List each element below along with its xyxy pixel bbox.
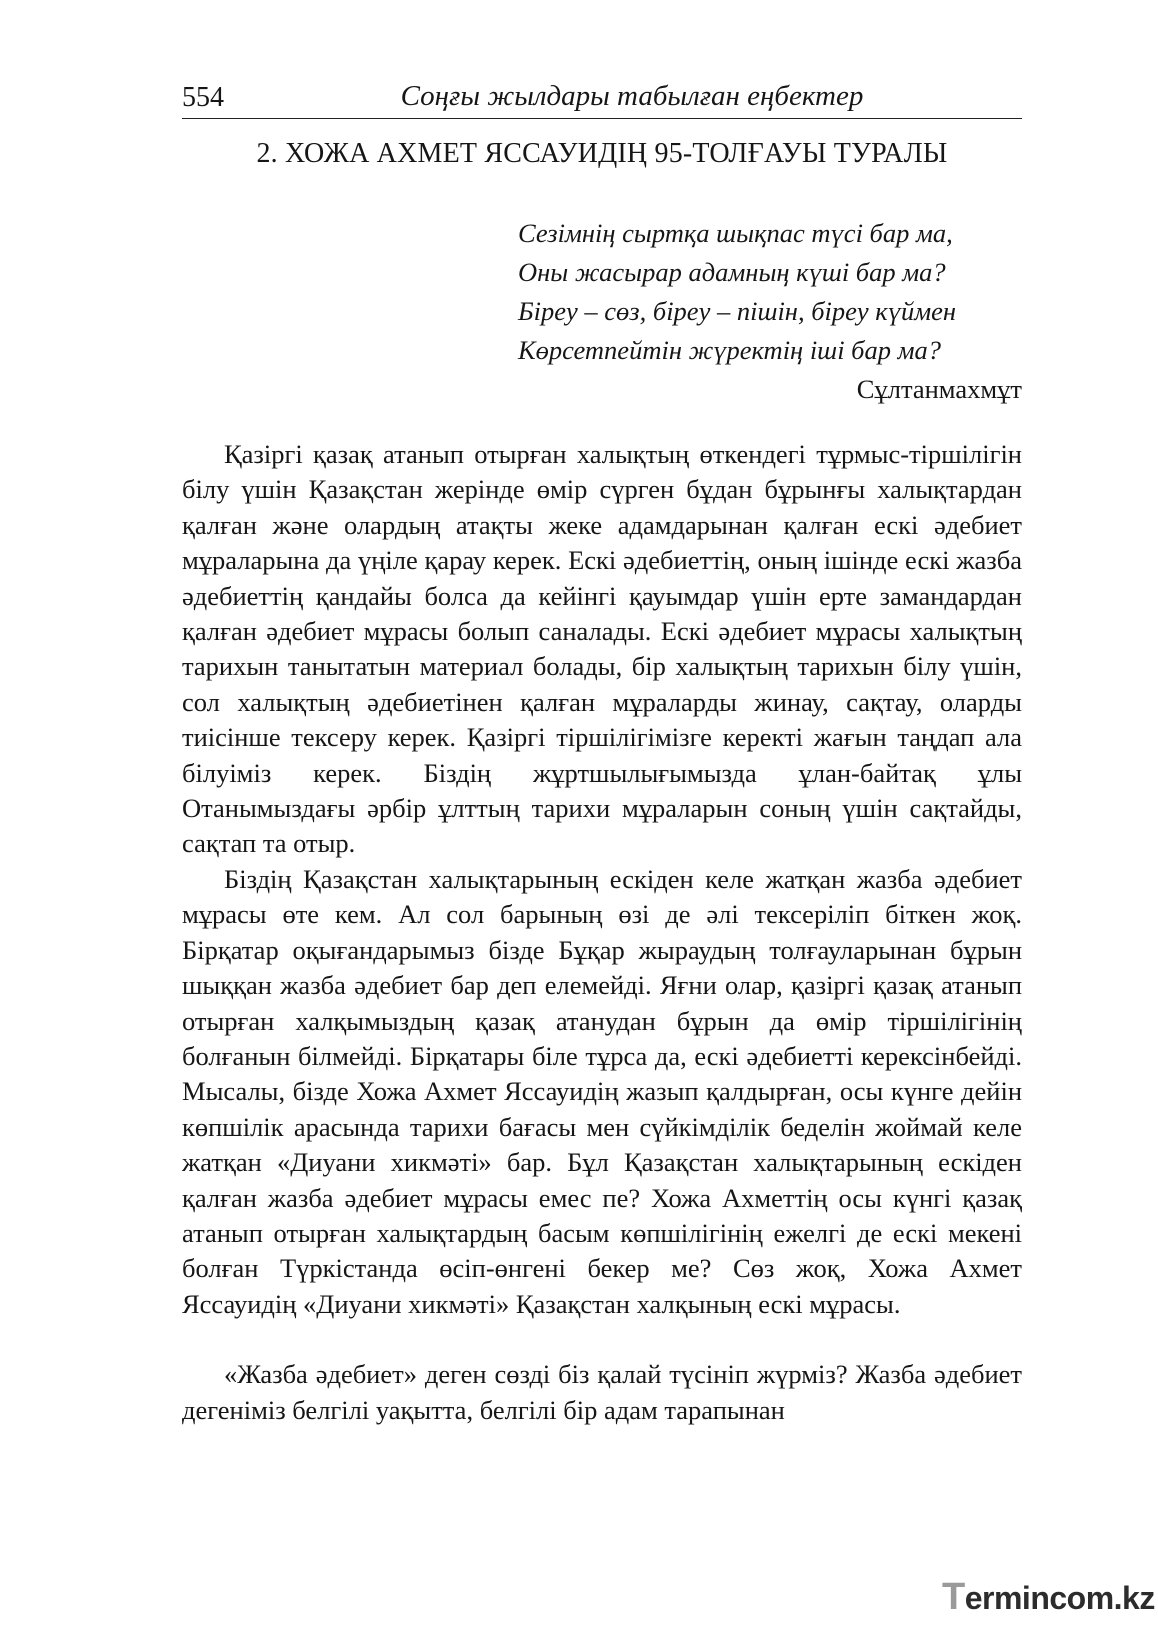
site-watermark (942, 1576, 1155, 1619)
paragraph: «Жазба әдебиет» деген сөзді біз қалай түсініп жүрміз? Жазба әдебиет дегеніміз белгілі уақытта, белгілі бір адам тарапынан (182, 1359, 1022, 1425)
epigraph-line: Оны жасырар адамның күші бар ма? (518, 257, 946, 287)
epigraph (518, 214, 1022, 409)
epigraph-line: Көрсетпейтін жүректің іші бар ма? (518, 335, 942, 365)
epigraph-line: Сезімнің сыртқа шықпас түсі бар ма, (518, 218, 953, 248)
watermark-text: ermincom.kz (964, 1580, 1155, 1616)
paragraph: Қазіргі қазақ атанып отырған халықтың өткендегі тұрмыс-тіршілігін білу үшін Қазақстан жерінде өмір сүрген бұдан бұрынғы халықтардан қалған және олардың атақты жеке адамдарынан қалған ескі әдебиет мұраларына да үңіле қарау керек. Ескі әдебиеттің, оның ішінде ескі жазба әдебиеттің қандайы болса да кейінгі қауымдар үшін ерте замандардан қалған әдебиет мұрасы болып саналады. Ескі әдебиет мұрасы халықтың тарихын танытатын материал болады, бір халықтың тарихын білу үшін, сол халықтың әдебиетінен қалған мұраларды жинау, сақтау, оларды тиісінше тексеру керек. Қазіргі тіршілігімізге керекті жағын таңдап ала білуіміз керек. Біздің жұртшылығымызда ұлан-байтақ ұлы Отанымыздағы әрбір ұлттың тарихи мұраларын соның үшін сақтайды, сақтап та отыр. (182, 439, 1022, 859)
section-title: 2. ХОЖА АХМЕТ ЯССАУИДІҢ 95-ТОЛҒАУЫ ТУРАЛЫ (256, 138, 948, 169)
body-text (182, 437, 1022, 1428)
page-header (182, 78, 1022, 119)
watermark-initial: T (942, 1576, 965, 1618)
epigraph-line: Біреу – сөз, біреу – пішін, біреу күймен (518, 296, 957, 326)
running-title: Соңғы жылдары табылған еңбектер (400, 80, 864, 112)
paragraph: Біздің Қазақстан халықтарының ескіден келе жатқан жазба әдебиет мұрасы өте кем. Ал сол барының өзі де әлі тексеріліп біткен жоқ. Бірқатар оқығандарымыз бізде Бұқар жыраудың толғауларынан бұрын шыққан жазба әдебиет бар деп елемейді. Яғни олар, қазіргі қазақ атанып отырған халқымыздың қазақ атанудан бұрын да өмір тіршілігінің болғанын білмейді. Бірқатары біле тұрса да, ескі әдебиетті керексінбейді. Мысалы, бізде Хожа Ахмет Яссауидің жазып қалдырған, осы күнге дейін көпшілік арасында тарихи бағасы мен сүйкімділік беделін жоймай келе жатқан «Диуани хикмәті» бар. Бұл Қазақстан халықтарының ескіден қалған жазба әдебиет мұрасы емес пе? Хожа Ахметтің осы күнгі қазақ атанып отырған халықтардың басым көпшілігінің ежелгі де ескі мекені болған Түркістанда өсіп-өнгені бекер ме? Сөз жоқ, Хожа Ахмет Яссауидің «Диуани хикмәті» Қазақстан халқының ескі мұрасы. (182, 863, 1022, 1319)
page-number: 554 (182, 82, 224, 113)
epigraph-author: Сұлтанмахмұт (856, 374, 1022, 404)
